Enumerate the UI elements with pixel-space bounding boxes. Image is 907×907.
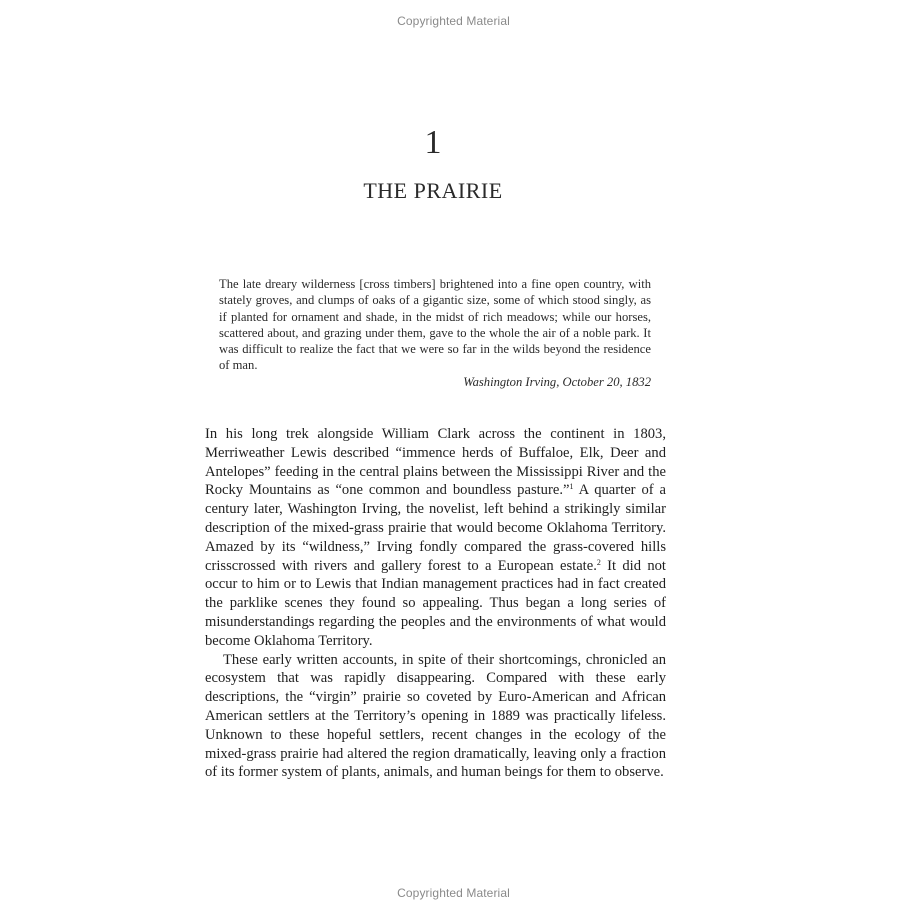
copyright-watermark-top: Copyrighted Material (397, 14, 510, 28)
epigraph-text: The late dreary wilderness [cross timbers] brightened into a fine open country, with stately groves, and clumps of oaks of a gigantic size, some of which stood singly, as if planted for ornament and shade, in the midst of rich meadows; while our horses, scattered about, and grazing under them, gave to the whole the air of a noble park. It was difficult to realize the fact that we were so far in the wilds beyond the residence of man. (219, 277, 651, 373)
epigraph-attribution: Washington Irving, October 20, 1832 (463, 374, 651, 389)
paragraph-1 (205, 425, 666, 651)
paragraph-1-part-1: In his long trek alongside William Clark across the continent in 1803, Merriweather Lewis described “immence herds of Buffaloe, Elk, Deer and Antelopes” feeding in the central plains between the Mississippi River and the Rocky Mountains as “one common and boundless pasture.” (205, 426, 666, 499)
paragraph-1-part-2: A quarter of a century later, Washington Irving, the novelist, left behind a strikingly similar description of the mixed-grass prairie that would become Oklahoma Territory. Amazed by its “wildness,” Irving fondly compared the grass-covered hills crisscrossed with rivers and gallery forest to a European estate. (205, 482, 667, 574)
copyright-watermark-bottom: Copyrighted Material (397, 886, 510, 900)
paragraph-2: These early written accounts, in spite of their shortcomings, chronicled an ecosystem that was rapidly disappearing. Compared with these early descriptions, the “virgin” prairie so coveted by Euro-American and African American settlers at the Territory’s opening in 1889 was practically lifeless. Unknown to these hopeful settlers, recent changes in the ecology of the mixed-grass prairie had altered the region dramatically, leaving only a fraction of its former system of plants, animals, and human beings for them to observe. (205, 651, 666, 781)
footnote-marker-1: 1 (569, 482, 574, 492)
epigraph (219, 276, 651, 390)
footnote-marker-2: 2 (596, 557, 601, 567)
chapter-title: THE PRAIRIE (363, 178, 503, 203)
paragraph-1-part-3: It did not occur to him or to Lewis that Indian management practices had in fact created the parklike scenes they found so appealing. Thus began a long series of misunderstandings regarding the peoples and the environments of what would become Oklahoma Territory. (205, 557, 666, 649)
body-text (205, 425, 666, 782)
chapter-number: 1 (424, 124, 442, 161)
